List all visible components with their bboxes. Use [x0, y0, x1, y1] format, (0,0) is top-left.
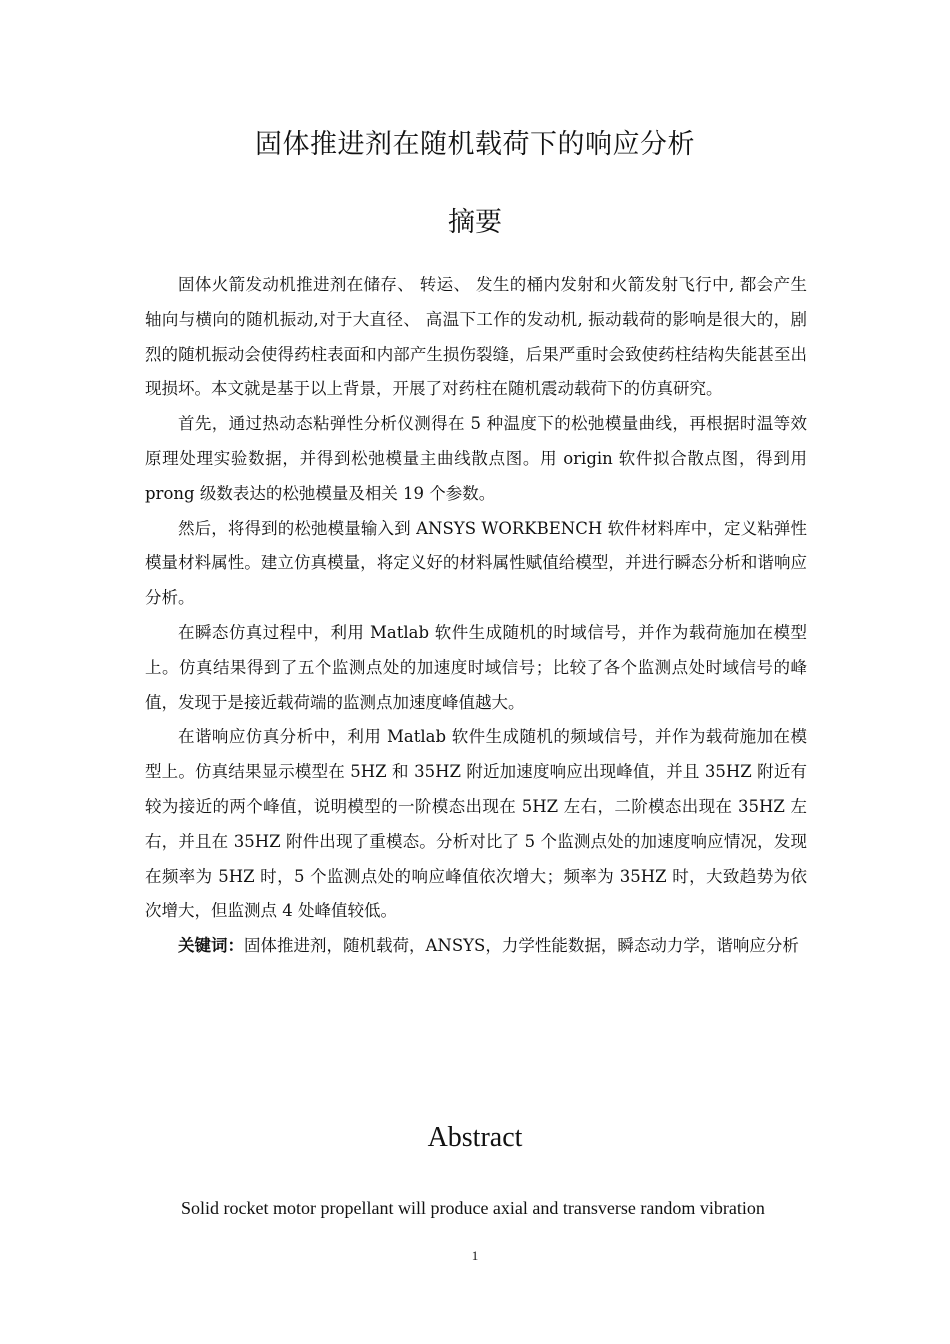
abstract-paragraph-4: 在瞬态仿真过程中，利用 Matlab 软件生成随机的时域信号，并作为载荷施加在模型上。仿真结果得到了五个监测点处的加速度时域信号；比较了各个监测点处时域信号的峰值，发现于是接近载荷端的监测点加速度峰值越大。	[145, 622, 807, 712]
abstract-body	[145, 268, 807, 964]
abstract-paragraph-3: 然后，将得到的松弛模量输入到 ANSYS WORKBENCH 软件材料库中，定义粘弹性模量材料属性。建立仿真模量，将定义好的材料属性赋值给模型，并进行瞬态分析和谐响应分析。	[145, 518, 807, 608]
page-number: 1	[471, 1248, 479, 1263]
english-abstract-first-line: Solid rocket motor propellant will produce axial and transverse random vibration	[181, 1198, 765, 1218]
abstract-paragraph-5: 在谐响应仿真分析中，利用 Matlab 软件生成随机的频域信号，并作为载荷施加在模型上。仿真结果显示模型在 5HZ 和 35HZ 附近加速度响应出现峰值，并且 35HZ 附近有较为接近的两个峰值，说明模型的一阶模态出现在 5HZ 左右，二阶模态出现在 35HZ 左右，并且在 35HZ 附件出现了重模态。分析对比了 5 个监测点处的加速度响应情况，发现在频率为 5HZ 时，5 个监测点处的响应峰值依次增大；频率为 35HZ 时，大致趋势为依次增大，但监测点 4 处峰值较低。	[145, 727, 807, 921]
keywords-text: 固体推进剂，随机载荷，ANSYS，力学性能数据，瞬态动力学，谐响应分析	[244, 936, 799, 956]
keywords-line	[145, 929, 807, 964]
abstract-heading: 摘要	[448, 207, 502, 238]
document-title: 固体推进剂在随机载荷下的响应分析	[255, 129, 695, 160]
keywords-label: 关键词：	[178, 936, 244, 956]
abstract-paragraph-2: 首先，通过热动态粘弹性分析仪测得在 5 种温度下的松弛模量曲线，再根据时温等效原理处理实验数据，并得到松弛模量主曲线散点图。用 origin 软件拟合散点图，得到用prong 级数表达的松弛模量及相关 19 个参数。	[145, 414, 807, 503]
english-abstract-heading: Abstract	[427, 1122, 523, 1153]
abstract-paragraph-1: 固体火箭发动机推进剂在储存、 转运、 发生的桶内发射和火箭发射飞行中, 都会产生轴向与横向的随机振动,对于大直径、 高温下工作的发动机, 振动载荷的影响是很大的，剧烈的随机振动会使得药柱表面和内部产生损伤裂缝，后果严重时会致使药柱结构失能甚至出现损坏。本文就是基于以上背景，开展了对药柱在随机震动载荷下的仿真研究。	[145, 275, 807, 399]
